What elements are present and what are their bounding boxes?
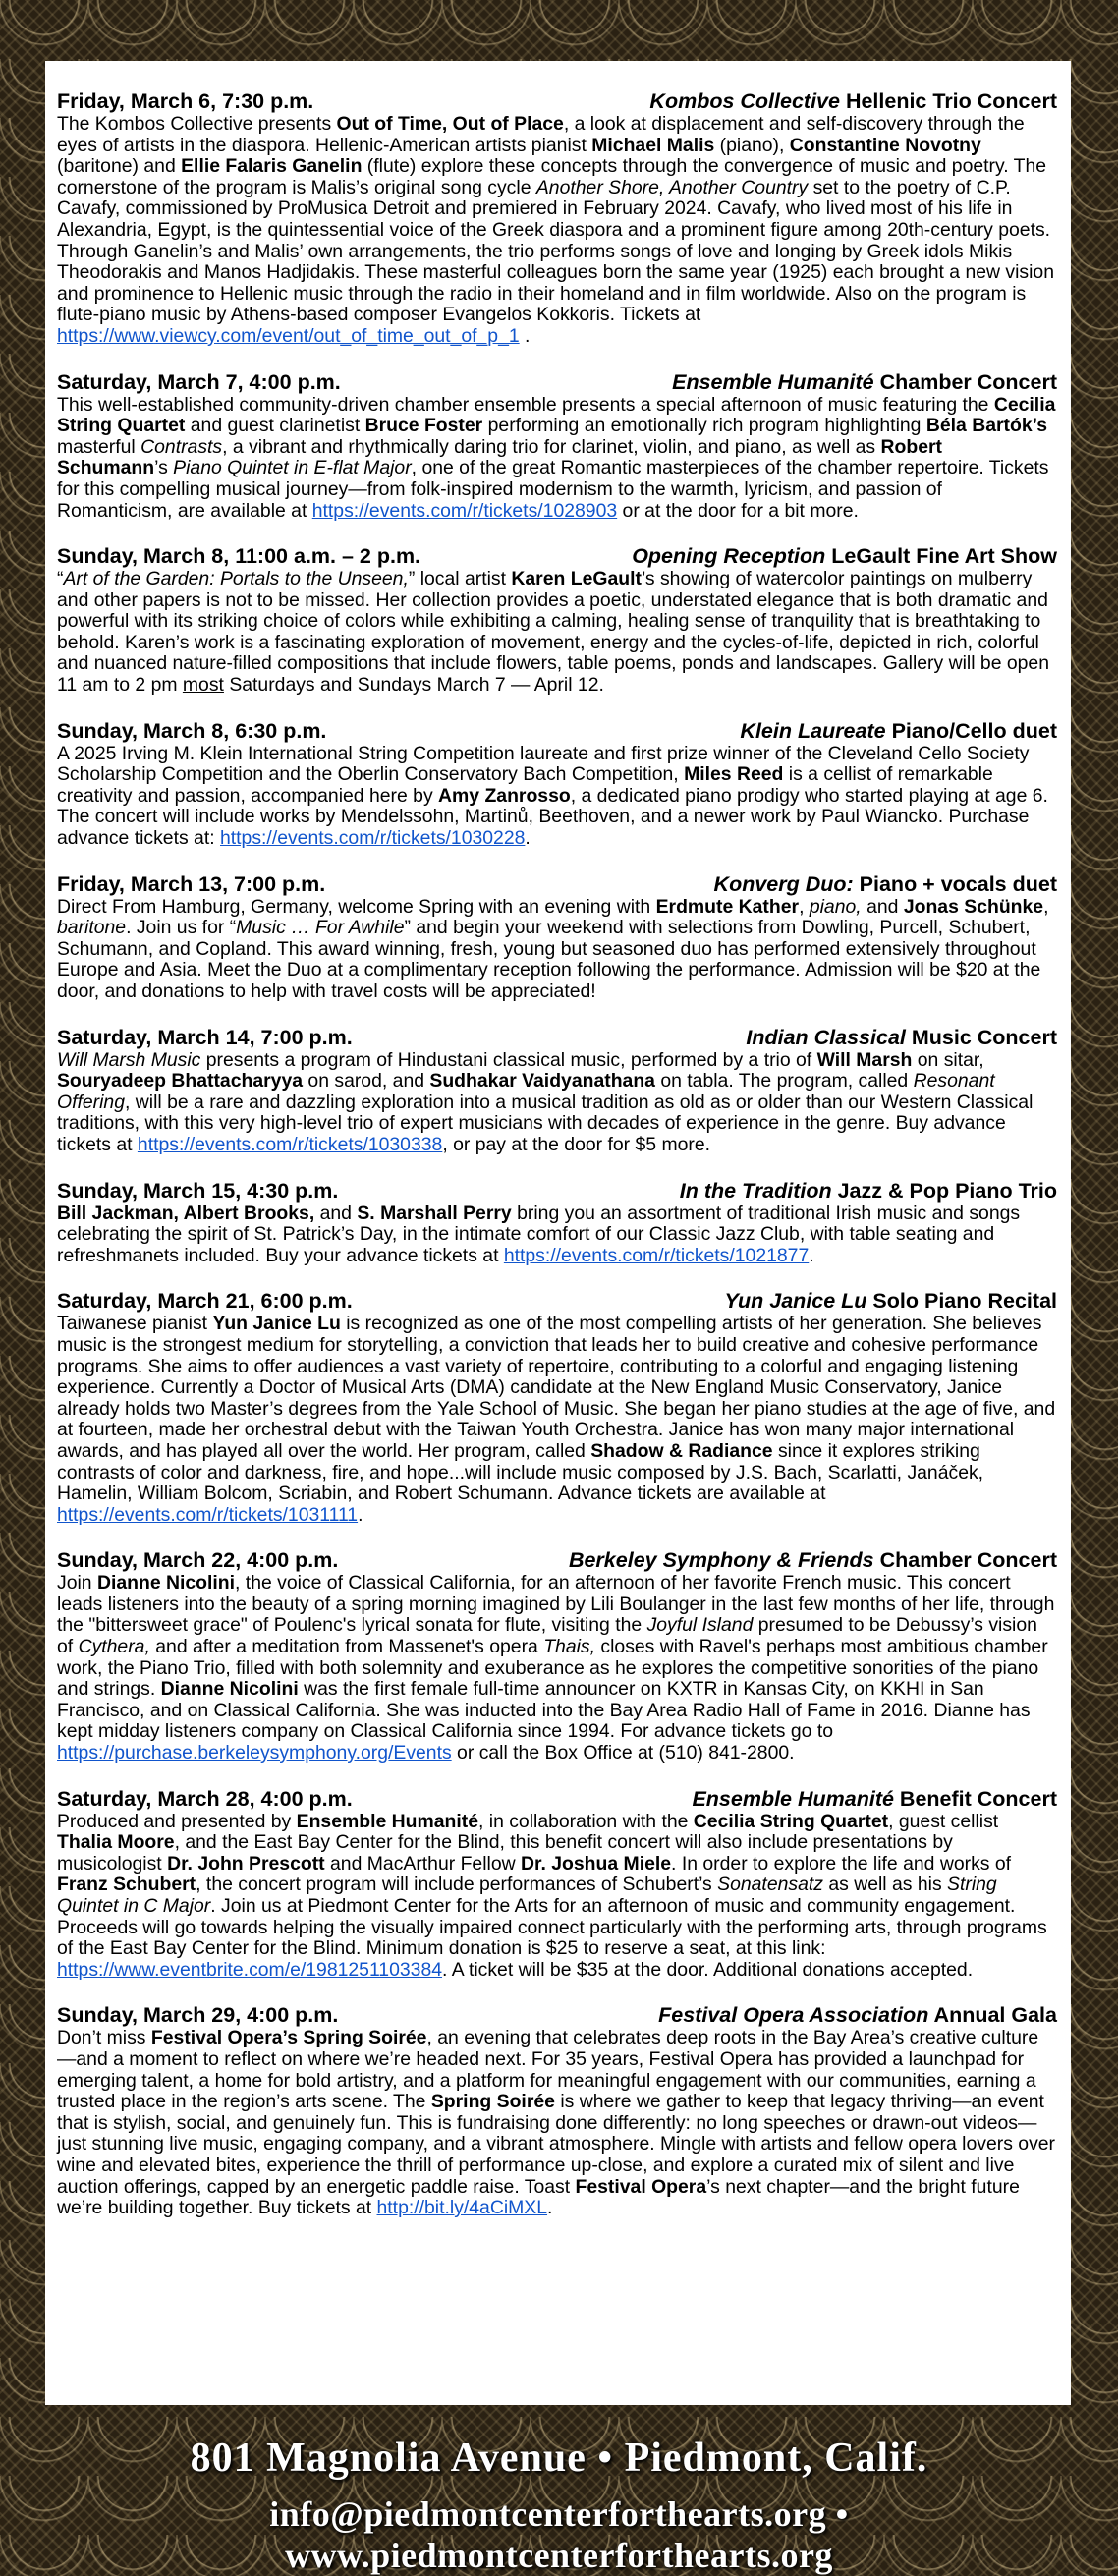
bold-text: Festival Opera	[575, 2175, 707, 2198]
event-date: Saturday, March 7, 4:00 p.m.	[57, 369, 341, 394]
body-text: .	[358, 1503, 363, 1526]
bold-text: Karen LeGault	[511, 568, 642, 590]
ticket-link[interactable]: https://events.com/r/tickets/1030338	[137, 1133, 443, 1155]
bold-text: Miles Reed	[684, 763, 784, 786]
event-title-emphasis: Ensemble Humanité	[692, 1786, 894, 1811]
event-title	[649, 88, 1057, 114]
body-text: .	[519, 324, 531, 347]
bold-text: Thalia Moore	[57, 1831, 175, 1854]
event-title-emphasis: Festival Opera Association	[658, 2003, 929, 2028]
body-text: masterful	[57, 435, 141, 458]
event-title	[569, 1547, 1057, 1573]
bold-text: Shadow & Radiance	[590, 1439, 773, 1462]
body-text: and guest clarinetist	[185, 415, 365, 437]
event-header	[57, 1547, 1057, 1573]
bold-text: Erdmute Kather	[655, 895, 800, 918]
event-listing	[57, 1025, 1057, 1156]
event-title	[746, 1025, 1057, 1050]
body-text: set to the poetry of C.P. Cavafy, commissioned by ProMusica Detroit and premiered in February 2024. Cavafy, who lived most of his life in Alexandria, Egypt, is the quintessential voice of the Greek diaspora and a prominent figure among 20th-century poets. Through Ganelin’s and Malis’ own arrangements, the trio performs songs of love and longing by Greek idols Mikis Theodorakis and Manos Hadjidakis. These masterful colleagues born the same year (1925) each brought a new vision and prominence to Hellenic music through the radio in their homeland and in film worldwide. Also on the program is flute-piano music by Athens-based composer Evangelos Kokkoris. Tickets at	[57, 176, 1054, 326]
body-text: Produced and presented by	[57, 1810, 297, 1832]
event-description	[57, 395, 1057, 523]
event-description	[57, 744, 1057, 850]
event-description	[57, 1050, 1057, 1156]
bold-text: Jonas Schünke	[903, 895, 1044, 918]
bold-text: Bruce Foster	[364, 415, 483, 437]
event-title-rest: LeGault Fine Art Show	[825, 544, 1057, 569]
bold-text: S. Marshall Perry	[357, 1202, 512, 1224]
event-title	[680, 1178, 1057, 1204]
body-text: presumed to be Debussy’s vision of	[57, 1614, 1037, 1658]
body-text: . In order to explore the life and works of	[671, 1852, 1012, 1875]
bold-text: Constantine Novotny	[789, 134, 981, 156]
body-text: is a cellist of remarkable creativity and passion, accompanied here by	[57, 763, 993, 807]
body-text: (baritone) and	[57, 155, 182, 178]
italic-text: Contrasts	[140, 435, 223, 458]
event-header	[57, 2002, 1057, 2028]
event-title	[724, 1288, 1057, 1314]
body-text: and MacArthur Fellow	[324, 1852, 522, 1875]
event-title-emphasis: Yun Janice Lu	[724, 1289, 867, 1314]
event-date: Friday, March 6, 7:30 p.m.	[57, 89, 314, 113]
body-text: , an evening that celebrates deep roots in the Bay Area’s creative culture—and a moment to reflect on where we’re headed next. For 35 years, Festival Opera has provided a launchpad for emerging talent, a home for bold artistry, and a platform for meaningful engagement with our communities, earning a trusted place in the region’s arts scene. The	[57, 2027, 1039, 2113]
body-text: , the voice of Classical California, for an afternoon of her favorite French music. This concert leads listeners into the beauty of a spring morning imagined by Lili Boulanger in the last few months of her life, through the "bittersweet grace" of Poulenc's lyrical sonata for flute, visiting the	[57, 1572, 1055, 1637]
bold-text: Ellie Falaris Ganelin	[181, 155, 363, 178]
event-listing	[57, 543, 1057, 697]
body-text: presents a program of Hindustani classical music, performed by a trio of	[200, 1048, 817, 1071]
event-title	[632, 543, 1057, 569]
event-header	[57, 1178, 1057, 1204]
body-text: , a vibrant and rhythmically daring trio for clarinet, violin, and piano, as well as	[222, 435, 881, 458]
footer-address: 801 Magnolia Avenue • Piedmont, Calif.	[190, 2436, 928, 2481]
event-listing	[57, 88, 1057, 348]
event-description	[57, 2028, 1057, 2218]
italic-text: Thais,	[543, 1636, 596, 1658]
event-title-rest: Benefit Concert	[893, 1786, 1057, 1811]
event-title	[740, 718, 1057, 744]
body-text: since it explores striking contrasts of color and darkness, fire, and hope...will include music composed by J.S. Bach, Scarlatti, Janáček, Hamelin, William Bolcom, Scriabin, and Robert Schumann. Advance tickets are available at	[57, 1439, 984, 1505]
event-header	[57, 543, 1057, 569]
body-text: “	[57, 568, 64, 590]
body-text: .	[809, 1244, 814, 1266]
italic-text: Joyful Island	[646, 1614, 754, 1637]
body-text: was the first female full-time announcer on KXTR in Kansas City, on KKHI in San Francisco, and on Classical California. She was inducted into the Bay Area Radio Hall of Fame in 2016. Dianne has kept midday listeners company on Classical California since 1994. For advance tickets go to	[57, 1678, 1031, 1743]
event-date: Sunday, March 29, 4:00 p.m.	[57, 2003, 339, 2028]
bold-text: Michael Malis	[591, 134, 715, 156]
body-text: Direct From Hamburg, Germany, welcome Spring with an evening with	[57, 895, 656, 918]
body-text: . A ticket will be $35 at the door. Additional donations accepted.	[442, 1958, 974, 1981]
event-listing	[57, 1178, 1057, 1267]
bold-text: Sudhakar Vaidyanathana	[429, 1070, 655, 1092]
body-text: , or pay at the door for $5 more.	[442, 1133, 711, 1155]
event-listing	[57, 718, 1057, 850]
event-description	[57, 1314, 1057, 1526]
event-title	[714, 871, 1057, 897]
bold-text: Will Marsh	[816, 1048, 913, 1071]
ticket-link[interactable]: http://bit.ly/4aCiMXL	[376, 2197, 548, 2219]
bold-text: Souryadeep Bhattacharyya	[57, 1070, 304, 1092]
body-text: A 2025 Irving M. Klein International String Competition laureate and first prize winner of the Cleveland Cello Society Scholarship Competition and the Oberlin Conservatory Bach Competition,	[57, 742, 1030, 786]
event-title-rest: Piano/Cello duet	[885, 718, 1057, 743]
ticket-link[interactable]: https://events.com/r/tickets/1028903	[311, 499, 618, 522]
body-text: on sarod, and	[303, 1070, 430, 1092]
event-listing	[57, 369, 1057, 523]
bold-text: Dianne Nicolini	[96, 1572, 236, 1595]
event-header	[57, 1786, 1057, 1812]
event-date: Friday, March 13, 7:00 p.m.	[57, 871, 326, 896]
event-listing	[57, 2002, 1057, 2218]
italic-text: Art of the Garden: Portals to the Unseen,	[63, 568, 409, 590]
body-text: performing an emotionally rich program highlighting	[482, 415, 926, 437]
body-text: or at the door for a bit more.	[617, 499, 859, 522]
body-text: (piano),	[714, 134, 790, 156]
event-title	[692, 1786, 1057, 1812]
ticket-link[interactable]: https://events.com/r/tickets/1031111	[57, 1503, 359, 1526]
bold-text: Yun Janice Lu	[212, 1313, 341, 1335]
event-date: Sunday, March 15, 4:30 p.m.	[57, 1178, 339, 1203]
body-text: ’s next chapter—and the bright future we’re building together. Buy tickets at	[57, 2175, 1020, 2219]
body-text: on sitar,	[912, 1048, 984, 1071]
event-title-rest: Hellenic Trio Concert	[839, 89, 1057, 113]
underlined-text: most	[182, 674, 224, 697]
body-text: .	[525, 827, 531, 850]
event-date: Sunday, March 8, 6:30 p.m.	[57, 718, 327, 743]
body-text: bring you an assortment of traditional Irish music and songs celebrating the spirit of St. Patrick’s Day, in the intimate comfort of our Classic Jazz Club, with table seating and refreshmanets included. Buy your advance tickets at	[57, 1202, 1021, 1266]
body-text: ,	[799, 895, 810, 918]
event-listing	[57, 1547, 1057, 1764]
event-header	[57, 718, 1057, 744]
bold-text: Cecilia String Quartet	[57, 393, 1056, 437]
body-text: This well-established community-driven chamber ensemble presents a special afternoon of music featuring the	[57, 393, 994, 416]
body-text: ,	[1043, 895, 1049, 918]
body-text: (flute) explore these concepts through the convergence of music and poetry. The cornerstone of the program is Malis’s original song cycle	[57, 155, 1047, 198]
italic-text: piano,	[809, 895, 862, 918]
events-panel	[45, 61, 1071, 2405]
event-description	[57, 569, 1057, 697]
event-title	[658, 2002, 1057, 2028]
body-text: Don’t miss	[57, 2027, 151, 2049]
event-date: Saturday, March 14, 7:00 p.m.	[57, 1025, 353, 1049]
body-text: and	[314, 1202, 358, 1224]
ticket-link[interactable]: https://events.com/r/tickets/1021877	[503, 1244, 810, 1266]
event-title-rest: Chamber Concert	[873, 369, 1057, 394]
body-text: ’s	[154, 457, 174, 479]
bold-text: Dr. Joshua Miele	[521, 1852, 672, 1875]
body-text: on tabla. The program, called	[654, 1070, 914, 1092]
event-title	[672, 369, 1057, 395]
event-header	[57, 369, 1057, 395]
italic-text: Piano Quintet in E-flat Major	[173, 457, 412, 479]
event-date: Sunday, March 8, 11:00 a.m. – 2 p.m.	[57, 544, 421, 569]
event-header	[57, 871, 1057, 897]
body-text: Saturdays and Sundays March 7 — April 12.	[223, 674, 604, 697]
event-listing	[57, 871, 1057, 1003]
body-text: , one of the great Romantic masterpieces of the chamber repertoire. Tickets for this compelling musical journey—from folk-inspired modernism to the warmth, lyricism, and passion of Romanticism, are available at	[57, 457, 1049, 522]
bold-text: Franz Schubert	[57, 1874, 196, 1896]
body-text: , guest cellist	[888, 1810, 999, 1832]
body-text: and	[861, 895, 904, 918]
body-text: or call the Box Office at (510) 841-2800.	[451, 1742, 795, 1764]
ticket-link[interactable]: https://www.viewcy.com/event/out_of_time_out_of_p_1	[57, 324, 520, 347]
event-title-emphasis: Indian Classical	[746, 1025, 906, 1049]
body-text: and after a meditation from Massenet's opera	[149, 1636, 544, 1658]
italic-text: Another Shore, Another Country	[535, 176, 809, 198]
bold-text: Amy Zanrosso	[438, 784, 571, 807]
event-title-rest: Chamber Concert	[873, 1548, 1057, 1573]
event-title-emphasis: Berkeley Symphony & Friends	[568, 1548, 874, 1573]
body-text: Join	[57, 1572, 97, 1595]
bold-text: Ensemble Humanité	[296, 1810, 478, 1832]
bold-text: Cecilia String Quartet	[693, 1810, 889, 1832]
italic-text: Music … For Awhile	[236, 917, 405, 939]
ticket-link[interactable]: https://purchase.berkeleysymphony.org/Events	[57, 1742, 452, 1764]
ticket-link[interactable]: https://events.com/r/tickets/1030228	[220, 827, 526, 850]
body-text: ” and begin your weekend with selections from Dowling, Purcell, Schubert, Schumann, and Copland. This award winning, fresh, young but seasoned duo has performed extensively throughout Europe and Asia. Meet the Duo at a complimentary reception following the performance. Admission will be $20 at the door, and donations to help with travel costs will be appreciated!	[57, 917, 1041, 1002]
event-description	[57, 1812, 1057, 1982]
body-text: , will be a rare and dazzling exploration into a musical tradition as old as or older than our Western Classical traditions, with this very high-level trio of expert musicians with decades of experience in the genre. Buy advance tickets at	[57, 1091, 1034, 1155]
body-text: , a look at displacement and self-discovery through the eyes of artists in the diaspora. Hellenic-American artists pianist	[57, 113, 1025, 156]
bold-text: Spring Soirée	[430, 2091, 555, 2113]
bold-text: Bill Jackman, Albert Brooks,	[57, 1202, 315, 1224]
bold-text: Béla Bartók’s	[925, 415, 1048, 437]
body-text: , a dedicated piano prodigy who started playing at age 6. The concert will include works by Mendelssohn, Martinů, Beethoven, and a newer work by Paul Wiancko. Purchase advance tickets at:	[57, 784, 1048, 850]
event-header	[57, 1025, 1057, 1050]
event-title-emphasis: Klein Laureate	[740, 718, 886, 743]
italic-text: baritone	[57, 917, 127, 939]
body-text: closes with Ravel's perhaps most ambitious chamber work, the Piano Trio, filled with both solemnity and exuberance as he explores the competitive sonorities of the piano and strings.	[57, 1636, 1048, 1701]
event-title-emphasis: Konverg Duo:	[713, 871, 854, 896]
event-listing	[57, 1786, 1057, 1982]
italic-text: String Quintet in C Major	[57, 1874, 997, 1917]
body-text: , and the East Bay Center for the Blind, this benefit concert will also include presentations by musicologist	[57, 1831, 953, 1875]
event-header	[57, 88, 1057, 114]
body-text: The Kombos Collective presents	[57, 113, 337, 135]
bold-text: Out of Time, Out of Place	[336, 113, 564, 135]
event-date: Saturday, March 21, 6:00 p.m.	[57, 1289, 353, 1314]
event-description	[57, 897, 1057, 1003]
event-title-rest: Music Concert	[905, 1025, 1057, 1049]
event-title-emphasis: Kombos Collective	[649, 89, 840, 113]
body-text: , in collaboration with the	[477, 1810, 694, 1832]
body-text: . Join us at Piedmont Center for the Arts for an afternoon of music and community engagement. Proceeds will go towards helping the visually impaired connect particularly with the performing arts, through programs of the East Bay Center for the Blind. Minimum donation is $25 to reserve a seat, at this link:	[57, 1895, 1047, 1960]
bold-text: Robert Schumann	[57, 435, 942, 479]
event-title-emphasis: In the Tradition	[679, 1178, 832, 1203]
event-title-rest: Solo Piano Recital	[866, 1289, 1057, 1314]
body-text: ” local artist	[408, 568, 512, 590]
italic-text: Resonant Offering	[57, 1070, 995, 1113]
footer-contact: info@piedmontcenterforthearts.org • www.piedmontcenterforthearts.org	[269, 2494, 849, 2575]
event-header	[57, 1288, 1057, 1314]
event-listing	[57, 1288, 1057, 1526]
body-text: , the concert program will include performances of Schubert’s	[196, 1874, 718, 1896]
bold-text: Dianne Nicolini	[160, 1678, 299, 1701]
event-description	[57, 114, 1057, 348]
event-title-rest: Jazz & Pop Piano Trio	[831, 1178, 1057, 1203]
body-text: . Join us for “	[126, 917, 237, 939]
bold-text: Festival Opera’s Spring Soirée	[150, 2027, 427, 2049]
body-text: is where we gather to keep that legacy thriving—an event that is stylish, social, and genuinely fun. This is fundraising done differently: no long speeches or drawn-out videos—just stunning live music, engaging company, and a vibrant atmosphere. Mingle with artists and fellow opera lovers over wine and elevated bites, experience the thrill of performance up-close, and explore a curated mix of silent and live auction offerings, capped by an energetic paddle raise. Toast	[57, 2091, 1056, 2198]
italic-text: Will Marsh Music	[57, 1048, 201, 1071]
bold-text: Dr. John Prescott	[167, 1852, 325, 1875]
italic-text: Cythera,	[78, 1636, 150, 1658]
event-description	[57, 1573, 1057, 1764]
body-text: is recognized as one of the most compelling artists of her generation. She believes music is the strongest medium for storytelling, a conviction that leads her to build creative and cohesive performance programs. She aims to offer audiences a vast variety of repertoire, contributing to a colorful and engaging listening experience. Currently a Doctor of Musical Arts (DMA) candidate at the New England Music Conservatory, Janice already holds two Master’s degrees from the Yale School of Music. She began her piano studies at the age of five, and at fourteen, made her orchestral debut with the Taiwan Youth Orchestra. Janice has won many major international awards, and has played all over the world. Her program, called	[57, 1313, 1056, 1462]
ticket-link[interactable]: https://www.eventbrite.com/e/1981251103384	[57, 1958, 443, 1981]
event-date: Sunday, March 22, 4:00 p.m.	[57, 1548, 339, 1573]
body-text: Taiwanese pianist	[57, 1313, 213, 1335]
body-text: .	[547, 2197, 553, 2219]
body-text: as well as his	[822, 1874, 948, 1896]
event-description	[57, 1204, 1057, 1267]
event-title-emphasis: Ensemble Humanité	[672, 369, 874, 394]
body-text: ’s showing of watercolor paintings on mulberry and other papers is not to be missed. Her collection provides a poetic, understated elegance that is both dramatic and powerful with its striking choice of colors while exhibiting a calming, healing sense of tranquility that is breathtaking to behold. Karen’s work is a fascinating exploration of movement, energy and the cycles-of-life, depicted in rich, colorful and nuanced nature-filled compositions that include flowers, table poems, ponds and landscapes. Gallery will be open 11 am to 2 pm	[57, 568, 1049, 697]
event-date: Saturday, March 28, 4:00 p.m.	[57, 1786, 353, 1811]
italic-text: Sonatensatz	[717, 1874, 823, 1896]
event-title-rest: Piano + vocals duet	[853, 871, 1057, 896]
event-title-rest: Annual Gala	[928, 2003, 1057, 2028]
event-title-emphasis: Opening Reception	[632, 544, 826, 569]
